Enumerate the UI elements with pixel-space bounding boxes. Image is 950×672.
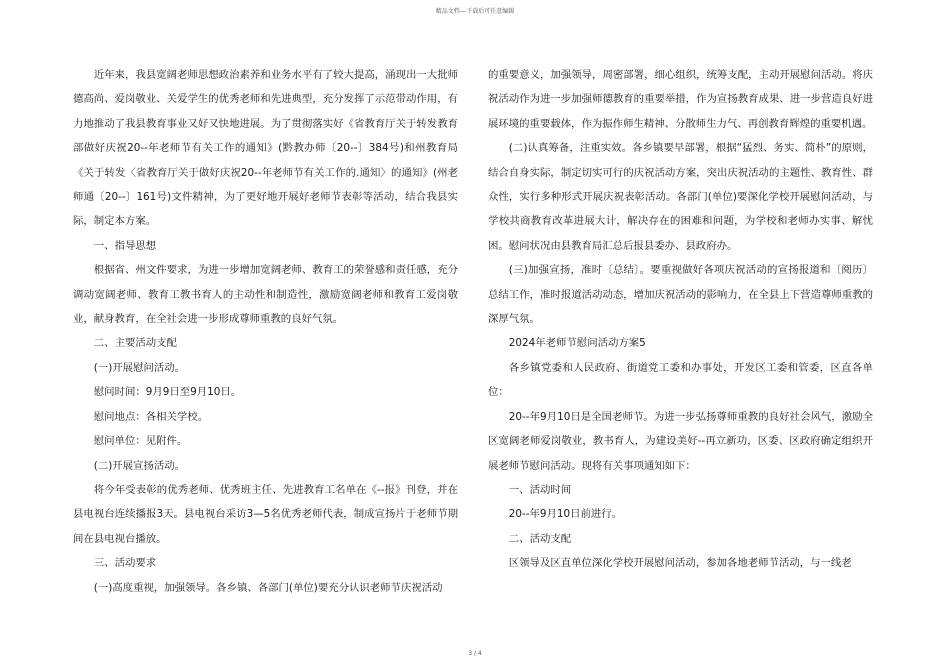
- paragraph: (一)高度重视，加强领导。各乡镇、各部门(单位)要充分认识老师节庆祝活动: [93, 581, 443, 594]
- right-column: [488, 63, 873, 576]
- paragraph: 将今年受表彰的优秀老师、优秀班主任、先进教育工名单在《--报》刊登，并在县电视台连续播报3天。县电视台采访3—5名优秀老师代表，制成宣扬片于老师节期间在县电视台播放。: [73, 483, 458, 545]
- subsection-heading: (一)开展慰问活动。: [93, 361, 186, 374]
- paragraph: 区领导及区直单位深化学校开展慰问活动，参加各地老师节活动，与一线老: [508, 557, 852, 570]
- section-heading: 一、指导思想: [93, 239, 157, 252]
- paragraph: 慰问时间：9月9日至9月10日。: [93, 386, 242, 399]
- document-title: 2024年老师节慰问活动方案5: [508, 337, 646, 350]
- paragraph: 慰问地点：各相关学校。: [93, 410, 209, 423]
- section-heading: 二、主要活动支配: [93, 337, 177, 350]
- paragraph-continued: 的重要意义，加强领导，周密部署，细心组织，统筹支配，主动开展慰问活动。将庆祝活动作为进一步加强师德教育的重要举措，作为宣扬教育成果、进一步营造良好进展环境的重要载体，作为振作师生精神、分散师生力气、再创教育辉煌的重要机遇。: [488, 69, 873, 130]
- paragraph: (二)认真筹备，注重实效。各乡镇要早部署，根据“猛烈、务实、简朴”的原则，结合自身实际，制定切实可行的庆祝活动方案，突出庆祝活动的主题性、教育性、群众性，实行多种形式开展庆祝表彰活动。各部门(单位)要深化学校开展慰问活动，与学校共商教育改革进展大计，解决存在的困难和问题，为学校和老师办实事、解忧困。慰问状况由县教育局汇总后报县委办、县政府办。: [488, 142, 873, 252]
- page-header: 精品文档---下载后可任意编辑: [435, 8, 515, 15]
- section-heading: 二、活动支配: [508, 532, 572, 545]
- paragraph: 根据省、州文件要求，为进一步增加宽阔老师、教育工的荣誉感和责任感，充分调动宽阔老师、教育工教书育人的主动性和制造性，激励宽阔老师和教育工爱岗敬业，献身教育，在全社会进一步形成尊师重教的良好气氛。: [73, 264, 458, 326]
- paragraph: 各乡镇党委和人民政府、街道党工委和办事处，开发区工委和管委，区直各单位：: [488, 361, 873, 399]
- paragraph: 20--年9月10日是全国老师节。为进一步弘扬尊师重教的良好社会风气，激励全区宽阔老师爱岗敬业，教书育人，为建设美好--再立新功，区委、区政府确定组织开展老师节慰问活动。现将有关事项通知如下：: [488, 410, 873, 472]
- subsection-heading: (二)开展宣扬活动。: [93, 459, 186, 472]
- section-heading: 三、活动要求: [93, 557, 157, 570]
- paragraph: 近年来，我县宽阔老师思想政治素养和业务水平有了较大提高，涌现出一大批师德高尚、爱岗敬业、关爱学生的优秀老师和先进典型，充分发挥了示范带动作用，有力地推动了我县教育事业又好又快地进展。为了贯彻落实好《省教育厅关于转发教育部做好庆祝20--年老师节有关工作的通知》(黔教办师〔20--〕384号)和州教育局《关于转发〈省教育厅关于做好庆祝20--年老师节有关工作的.通知〉的通知》(州老师通〔20--〕161号)文件精神，为了更好地开展好老师节表彰等活动，结合我县实际，制定本方案。: [73, 69, 458, 228]
- left-column: [73, 63, 458, 600]
- paragraph: 慰问单位：见附件。: [93, 435, 188, 448]
- section-heading: 一、活动时间: [508, 483, 572, 496]
- page-number: 3 / 4: [468, 650, 482, 657]
- paragraph: 20--年9月10日前进行。: [508, 508, 623, 521]
- paragraph: (三)加强宣扬，准时〔总结〕。要重视做好各项庆祝活动的宣扬报道和〔阅历〕总结工作，准时报道活动动态，增加庆祝活动的影响力，在全县上下营造尊师重教的深厚气氛。: [488, 264, 873, 326]
